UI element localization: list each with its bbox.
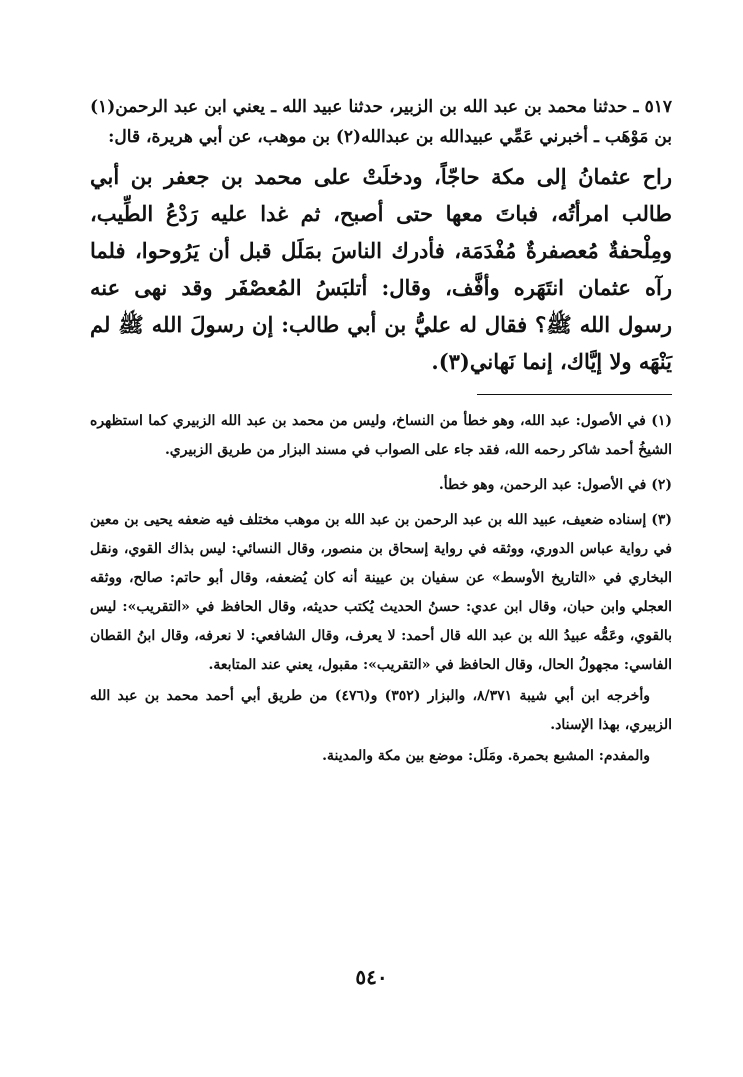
- page-body: [90, 92, 672, 771]
- footnote-divider: [477, 394, 672, 395]
- isnad-line-1: ـ حدثنا محمد بن عبد الله بن الزبير، حدثنا عبيد الله ـ يعني ابن: [204, 97, 639, 117]
- hadith-matn: راح عثمانُ إلى مكة حاجّاً، ودخلَتْ على محمد بن جعفر بن أبي طالب امرأتُه، فباتَ معها حتى أصبح، ثم غدا عليه رَدْعُ الطِّيب، ومِلْحفةٌ مُعصفرةٌ مُفْدَمَة، فأدرك الناسَ بمَلَل قبل أن يَرُوحوا، فلما رآه عثمان انتَهَره وأفَّف، وقال: أتلبَسُ المُعصْفَر وقد نهى عنه رسول الله ﷺ؟ فقال له عليُّ بن أبي طالب: إن رسولَ الله ﷺ لم يَنْهَه ولا إيَّاك، إنما نَهاني(٣).: [90, 164, 672, 374]
- hadith-isnad: [90, 92, 672, 152]
- isnad-line-2: عبد الرحمن(١) بن مَوْهَب ـ أخبرني عَمِّي عبيدالله بن عبدالله(٢) بن موهب، عن أبي: [90, 97, 672, 147]
- isnad-line-3: هريرة، قال:: [108, 127, 193, 147]
- footnote-1: (١) في الأصول: عبد الله، وهو خطأ من النساخ، وليس من محمد بن عبد الله الزبيري كما استظهره الشيخُ أحمد شاكر رحمه الله، فقد جاء على الصواب في مسند البزار من طريق الزبيري.: [90, 413, 672, 458]
- hadith-number: ٥١٧: [644, 97, 673, 117]
- takhrij-note: وأخرجه ابن أبي شيبة ٨/٣٧١، والبزار (٣٥٢) و(٤٧٦) من طريق أبي أحمد محمد بن عبد الله الزبيري، بهذا الإسناد.: [90, 688, 672, 733]
- footnote-2: (٢) في الأصول: عبد الرحمن، وهو خطأ.: [438, 477, 672, 493]
- page-number: ٥٤٠: [355, 965, 388, 989]
- glossary-note: والمفدم: المشبع بحمرة. ومَلَل: موضع بين مكة والمدينة.: [322, 748, 650, 764]
- footnote-3: (٣) إسناده ضعيف، عبيد الله بن عبد الرحمن بن عبد الله بن موهب مختلف فيه ضعفه يحيى بن معين في رواية عباس الدوري، ووثقه في رواية إسحاق بن منصور، وقال النسائي: ليس بذاك القوي، ونقل البخاري في «التاريخ الأوسط» عن سفيان بن عيينة أنه كان يُضعفه، وقال أبو حاتم: صالح، ووثقه العجلي وابن حبان، وقال ابن عدي: حسنُ الحديث يُكتب حديثه، وقال الحافظ في «التقريب»: ليس بالقوي، وعَمُّه عبيدُ الله بن عبد الله قال أحمد: لا يعرف، وقال الشافعي: لا نعرفه، وقال ابنُ القطان الفاسي: مجهولُ الحال، وقال الحافظ في «التقريب»: مقبول، يعني عند المتابعة.: [90, 512, 672, 673]
